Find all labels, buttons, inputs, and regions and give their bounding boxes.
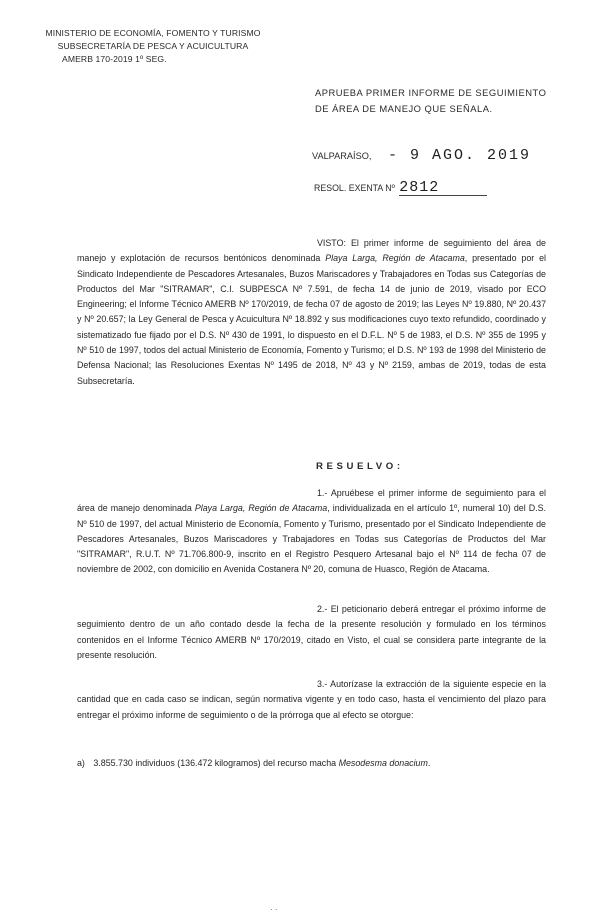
article-2: [77, 602, 546, 663]
ministry-name: MINISTERIO DE ECONOMÍA, FOMENTO Y TURISMO: [45, 28, 261, 38]
visto-text-rest: , presentado por el Sindicato Independiente de Pescadores Artesanales, Buzos Mariscadores y Trabajadores en Todas sus Categorías de Productos del Mar "SITRAMAR", C.I. SUBPESCA Nº 7.591, de fecha 14 de junio de 2019, visado por ECO Engineering; el Informe Técnico AMERB Nº 170/2019, de fecha 07 de agosto de 2019; las Leyes Nº 19.880, Nº 20.437 y Nº 20.657; la Ley General de Pesca y Acuicultura Nº 18.892 y sus modificaciones cuyo texto refundido, coordinado y sistematizado fue fijado por el D.S. Nº 430 de 1991, lo dispuesto en el D.F.L. Nº 5 de 1983, el D.S. Nº 355 de 1995 y Nº 510 de 1997, todos del actual Ministerio de Economía, Fomento y Turismo; el D.S. Nº 193 de 1998 del Ministerio de Defensa Nacional; las Resoluciones Exentas Nº 1495 de 2018, Nº 43 y Nº 2159, ambas de 2019, todas de esta Subsecretaría.: [77, 253, 547, 386]
date-line: [312, 147, 531, 164]
article-2-text: 2.- El peticionario deberá entregar el próximo informe de seguimiento dentro de un año contado desde la fecha de la presente resolución y formulado en los términos contenidos en el Informe Técnico AMERB Nº 170/2019, citado en Visto, el cual se considera parte integrante de la presente resolución.: [77, 604, 546, 660]
visto-area-name: Playa Larga, Región de Atacama: [325, 253, 465, 264]
item-a-end: .: [427, 758, 431, 768]
article-1-area-name: Playa Larga, Región de Atacama: [194, 503, 328, 514]
item-a: [77, 756, 546, 770]
resolution-line: [314, 181, 487, 196]
ministry-header: [38, 27, 268, 66]
item-a-text: 3.855.730 individuos (136.472 kilogramos) del recurso macha: [93, 758, 339, 768]
article-3-text: 3.- Autorízase la extracción de la siguiente especie en la cantidad que en cada caso se indican, según normativa vigente y en todo caso, hasta el vencimiento del plazo para entregar el próximo informe de seguimiento o de la prórroga que al efecto se otorgue:: [77, 679, 546, 720]
item-a-species: Mesodesma donacium: [338, 758, 428, 768]
visto-paragraph: [77, 236, 546, 389]
date-stamp: - 9 AGO. 2019: [387, 147, 531, 164]
resuelvo-heading: RESUELVO:: [316, 461, 404, 472]
visto-text-start: El primer informe de seguimiento del área de manejo y explotación de recursos bentónicos denominada: [77, 238, 546, 264]
resolution-label: RESOL. EXENTA Nº: [314, 183, 395, 193]
page-mark: · ·: [270, 905, 278, 914]
article-3: [77, 677, 546, 723]
article-1-text-rest: , individualizada en el artículo 1º, numeral 10) del D.S. Nº 510 de 1997, del actual Ministerio de Economía, Fomento y Turismo, presentado por el Sindicato Independiente de Pescadores Artesanales, Buzos Mariscadores y Trabajadores en Todas sus Categorías de Productos del Mar "SITRAMAR", R.U.T. Nº 71.706.800-9, inscrito en el Registro Pesquero Artesanal bajo el Nº 114 de fecha 07 de noviembre de 2002, con domicilio en Avenida Costanera Nº 20, comuna de Huasco, Región de Atacama.: [77, 503, 546, 575]
article-1: [77, 486, 546, 578]
visto-label: VISTO:: [317, 238, 346, 248]
item-a-marker: a): [77, 758, 85, 768]
file-reference: AMERB 170-2019 1º SEG.: [62, 54, 167, 64]
document-subject: APRUEBA PRIMER INFORME DE SEGUIMIENTO DE ÁREA DE MANEJO QUE SEÑALA.: [315, 87, 547, 114]
place-label: VALPARAÍSO,: [312, 151, 372, 161]
article-1-text-start: 1.- Apruébese el primer informe de seguimiento para el área de manejo denominada: [77, 488, 546, 514]
resolution-number: 2812: [399, 181, 487, 196]
subsecretariat-name: SUBSECRETARÍA DE PESCA Y ACUICULTURA: [57, 41, 249, 51]
